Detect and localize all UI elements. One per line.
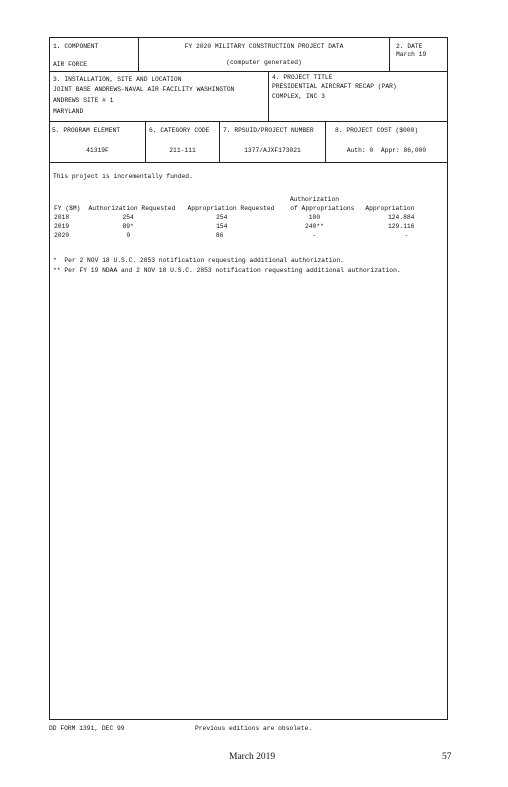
project-number-cell (219, 122, 325, 162)
footnote-2: ** Per FY 19 NDAA and 2 NOV 18 U.S.C. 2853 notification requesting additional authorization. (53, 267, 401, 274)
table-cell: 254 (122, 214, 134, 221)
table-cell: 86 (215, 232, 224, 239)
col-header: Appropriation Requested (187, 205, 275, 212)
obsolete-note: Previous editions are obsolete. (195, 725, 313, 732)
table-row (54, 222, 414, 231)
category-code-value: 211-111 (169, 147, 196, 154)
category-code-label: 6. CATEGORY CODE (149, 127, 210, 134)
component-label: 1. COMPONENT (53, 43, 99, 50)
header-row (50, 38, 447, 72)
table-cell: 2020 (54, 232, 70, 239)
location-row (50, 72, 447, 122)
location-line2: ANDREWS SITE # 1 (53, 97, 114, 104)
col-header: FY ($M) (54, 205, 81, 212)
table-header-top: Authorization (289, 196, 340, 203)
project-cost-cell (325, 122, 447, 162)
category-code-cell (145, 122, 219, 162)
table-cell: 89* (122, 223, 134, 230)
fields-row (50, 122, 447, 163)
date-label: 2. DATE (396, 43, 423, 50)
funding-table (54, 195, 414, 240)
table-cell: 254 (216, 214, 228, 221)
location-line3: MARYLAND (53, 108, 84, 115)
table-row (54, 231, 414, 240)
project-title-line1: PRESIDENTIAL AIRCRAFT RECAP (PAR) (272, 83, 397, 90)
table-cell: - (404, 232, 409, 239)
location-label: 3. INSTALLATION, SITE AND LOCATION (53, 76, 182, 83)
form-title-cell (138, 38, 389, 71)
footnote-1: * Per 2 NOV 18 U.S.C. 2853 notification requesting additional authorization. (53, 257, 344, 264)
project-cost-label: 8. PROJECT COST ($000) (335, 127, 419, 134)
page-number: 57 (442, 752, 452, 762)
project-cost-value: Auth: 0 Appr: 86,000 (346, 147, 427, 154)
project-title-cell (268, 72, 447, 121)
table-header-row (54, 204, 414, 213)
date-cell (389, 38, 447, 71)
location-cell (50, 72, 268, 121)
date-value: March 19 (396, 51, 427, 58)
component-cell (50, 38, 138, 71)
location-line1: JOINT BASE ANDREWS-NAVAL AIR FACILITY WASHINGTON (53, 86, 235, 93)
project-number-value: 1377/AJXF173021 (244, 147, 301, 154)
table-cell: 2018 (54, 214, 70, 221)
project-number-label: 7. RPSUID/PROJECT NUMBER (223, 127, 314, 134)
table-cell: 2019 (54, 223, 70, 230)
table-cell: 0 (126, 232, 131, 239)
table-row (54, 213, 414, 222)
table-cell: 129.116 (388, 223, 415, 230)
table-cell: - (312, 232, 317, 239)
table-cell: 100 (308, 214, 321, 221)
program-element-cell (50, 122, 145, 162)
dd-form-1391 (49, 37, 448, 720)
col-header: of Appropriations (290, 205, 355, 212)
form-subtitle: (computer generated) (226, 59, 302, 66)
program-element-label: 5. PROGRAM ELEMENT (52, 127, 121, 134)
program-element-value: 41319F (86, 147, 109, 154)
project-title-line2: COMPLEX, INC 3 (272, 93, 325, 100)
form-title: FY 2020 MILITARY CONSTRUCTION PROJECT DATA (184, 43, 344, 50)
intro-text: This project is incrementally funded. (53, 173, 193, 180)
page-date: March 2019 (229, 752, 276, 762)
project-title-label: 4. PROJECT TITLE (272, 74, 333, 81)
table-cell: 154 (216, 223, 228, 230)
table-header-top-row (54, 195, 414, 204)
component-value: AIR FORCE (53, 61, 88, 68)
form-id: DD FORM 1391, DEC 99 (49, 725, 125, 732)
table-cell: 240** (305, 223, 324, 230)
col-header: Authorization Requested (88, 205, 176, 212)
table-cell: 124.884 (388, 214, 415, 221)
col-header: Appropriation (365, 205, 415, 212)
